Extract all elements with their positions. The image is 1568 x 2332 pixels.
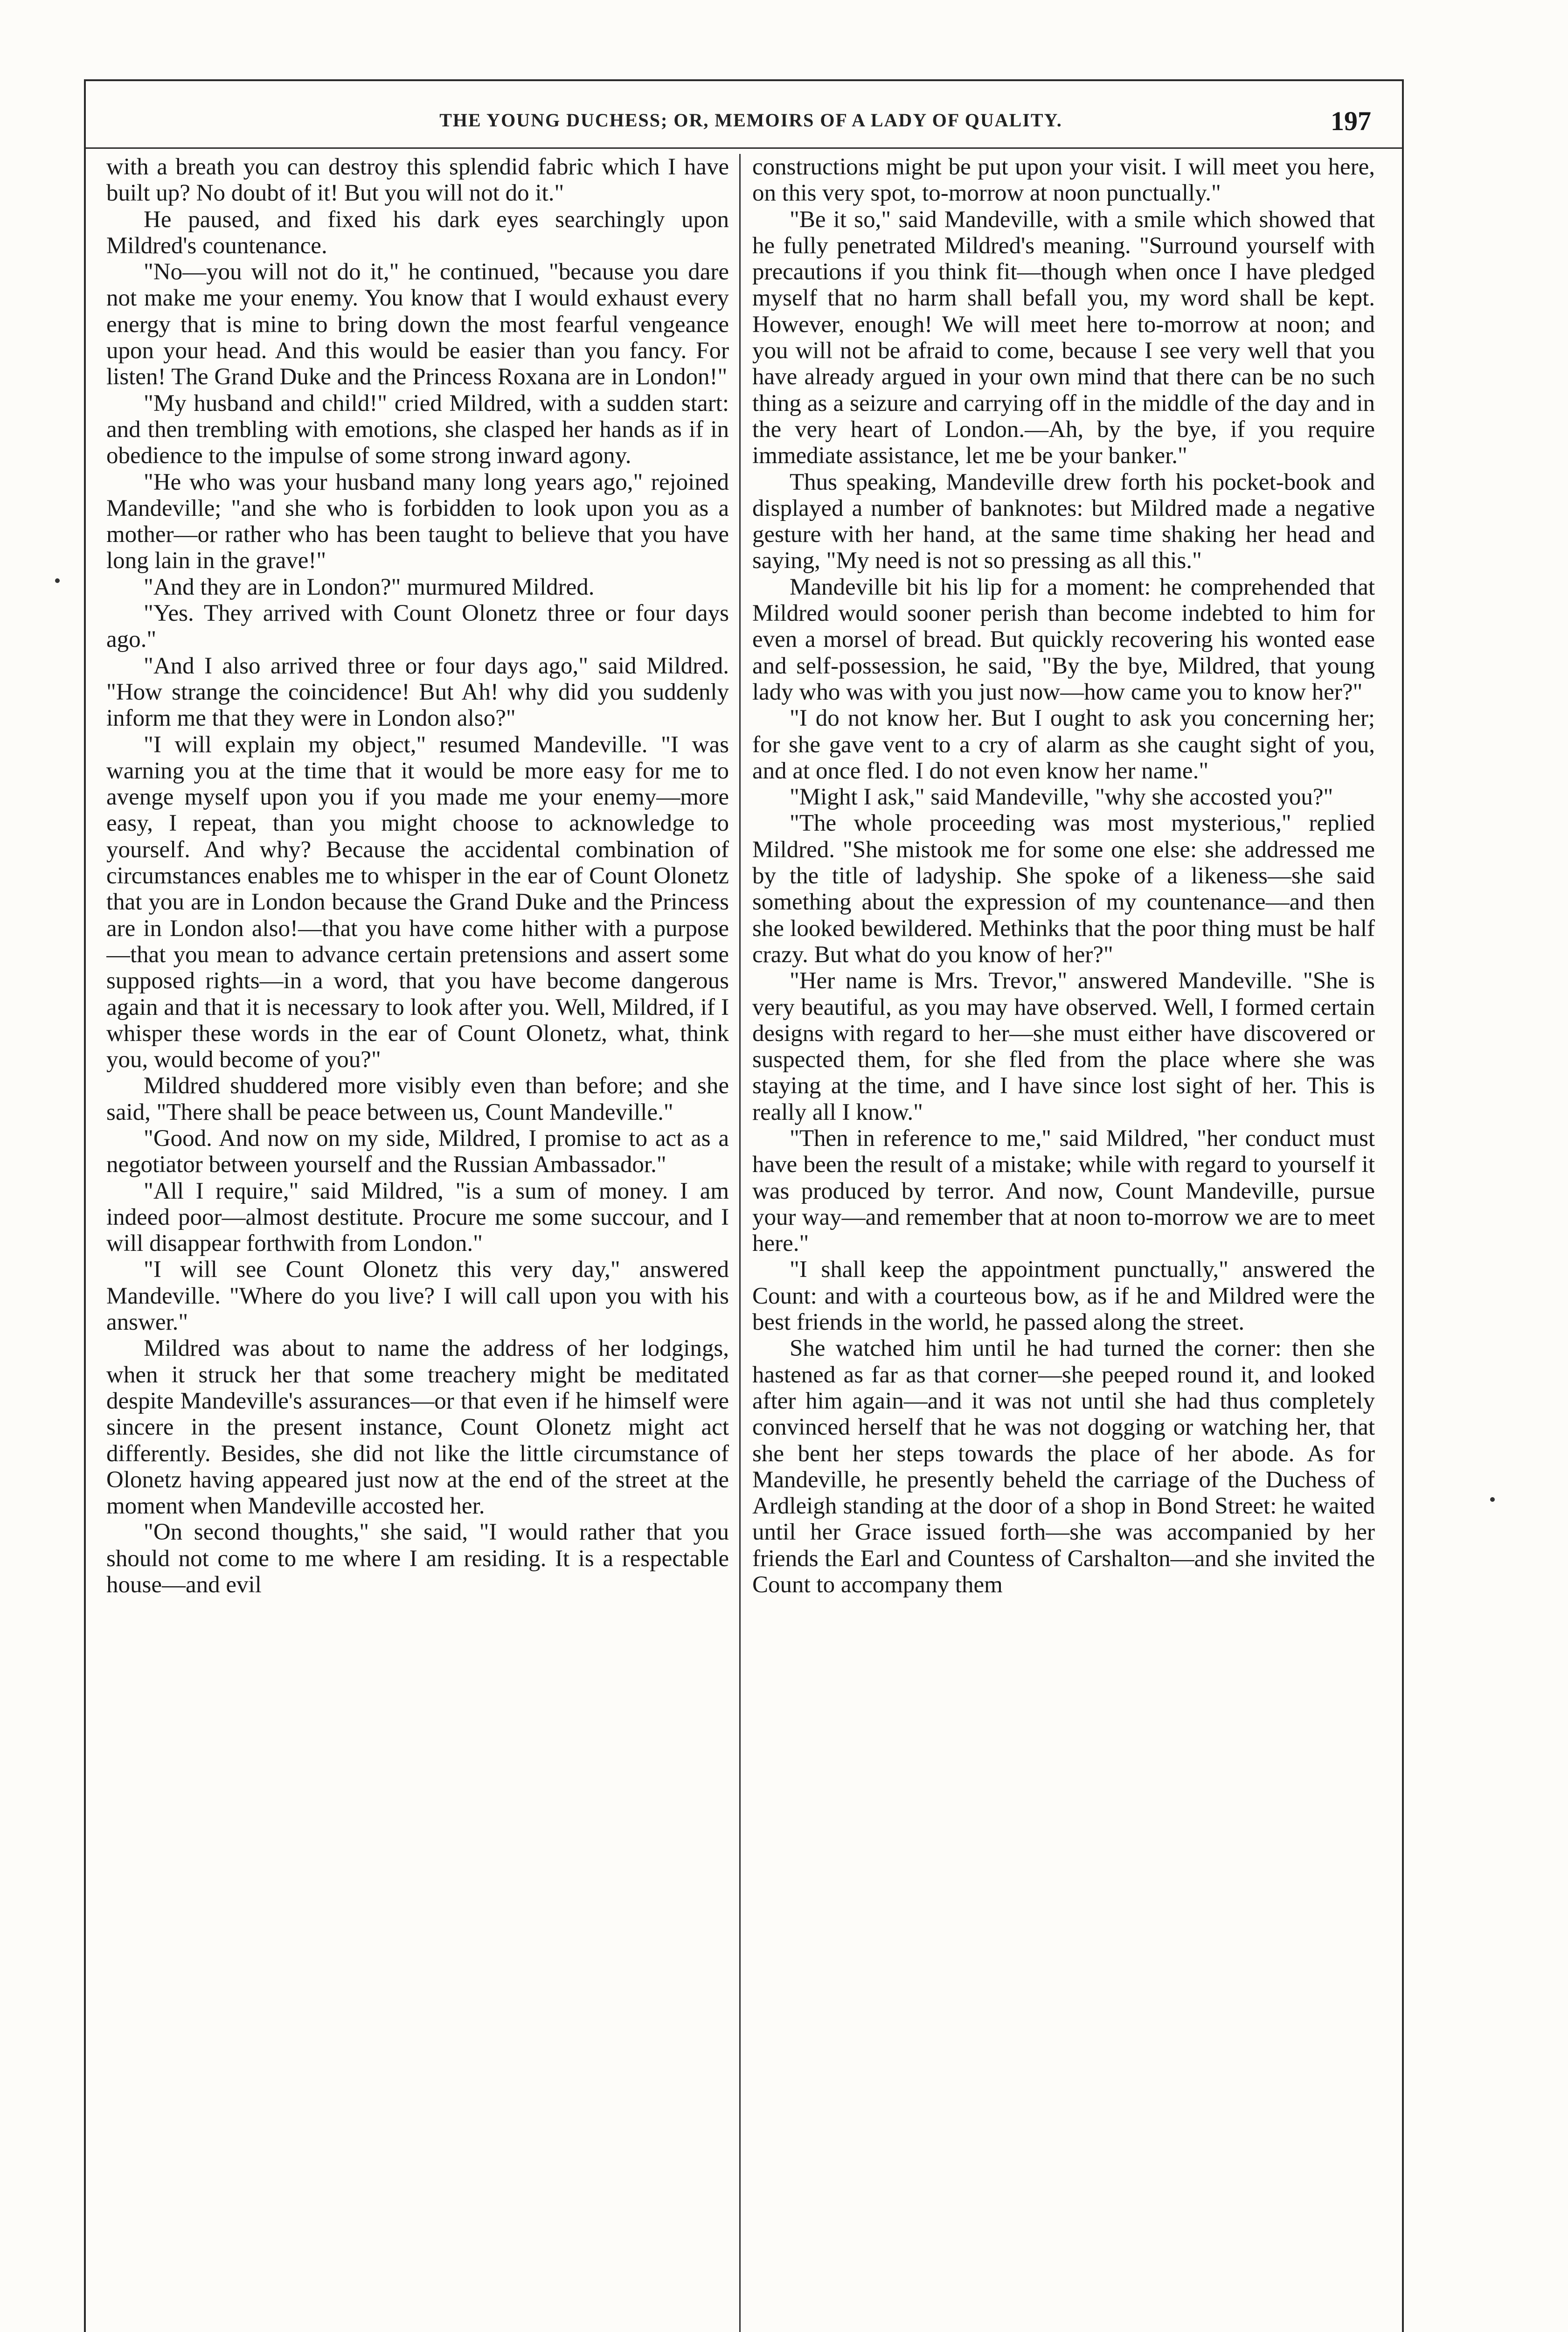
paragraph: "Yes. They arrived with Count Olonetz three or four days ago." xyxy=(106,600,729,653)
paragraph: "And they are in London?" murmured Mildred. xyxy=(144,574,595,600)
top-border xyxy=(84,79,1404,81)
running-title: THE YOUNG DUCHESS; OR, MEMOIRS OF A LADY OF QUALITY. xyxy=(439,109,1062,131)
right-border xyxy=(1402,79,1404,2332)
paragraph: "He who was your husband many long years ago," rejoined Mandeville; "and she who is forbidden to look upon you as a mother—or rather who has been taught to believe that you have long lain in the grave!" xyxy=(106,469,729,574)
ink-speck xyxy=(1490,1497,1495,1502)
page-header xyxy=(103,104,1399,136)
paragraph: Mandeville bit his lip for a moment: he comprehended that Mildred would sooner perish than become indebted to him for even a morsel of bread. But quickly recovering his wonted ease and self-possession, he said, "By the bye, Mildred, that young lady who was with you just now—how came you to know her?" xyxy=(752,574,1375,705)
paragraph: "I will see Count Olonetz this very day," answered Mandeville. "Where do you live? I will call upon you with his answer." xyxy=(106,1256,729,1336)
paragraph: She watched him until he had turned the corner: then she hastened as far as that corner—she peeped round it, and looked after him again—and it was not until she had thus completely convinced herself that he was not dogging or watching her, that she bent her steps towards the place of her abode. As for Mandeville, he presently beheld the carriage of the Duchess of Ardleigh standing at the door of a shop in Bond Street: he waited until her Grace issued forth—she was accompanied by her friends the Earl and Countess of Carshalton—and she invited the Count to accompany them xyxy=(752,1335,1375,1598)
paragraph: "I shall keep the appointment punctually," answered the Count: and with a courteous bow, as if he and Mildred were the best friends in the world, he passed along the street. xyxy=(752,1256,1375,1336)
paragraph: "Might I ask," said Mandeville, "why she accosted you?" xyxy=(790,784,1333,811)
paragraph: He paused, and fixed his dark eyes searchingly upon Mildred's countenance. xyxy=(106,206,729,259)
paragraph: "No—you will not do it," he continued, "because you dare not make me your enemy. You know that I would exhaust every energy that is mine to bring down the most fearful vengeance upon your head. And this would be easier than you fancy. For listen! The Grand Duke and the Princess Roxana are in London!" xyxy=(106,259,729,390)
paragraph: "Good. And now on my side, Mildred, I promise to act as a negotiator between yourself and the Russian Ambassador." xyxy=(106,1125,729,1178)
header-rule xyxy=(84,147,1404,149)
paragraph: "The whole proceeding was most mysterious," replied Mildred. "She mistook me for some one else: she addressed me by the title of ladyship. She spoke of a likeness—she said something about the expression of my countenance—and then she looked bewildered. Methinks that the poor thing must be half crazy. But what do you know of her?" xyxy=(752,810,1375,968)
paragraph: "All I require," said Mildred, "is a sum of money. I am indeed poor—almost destitute. Procure me some succour, and I will disappear forthwith from London." xyxy=(106,1178,729,1257)
paragraph: "I do not know her. But I ought to ask you concerning her; for she gave vent to a cry of alarm as she caught sight of you, and at once fled. I do not even know her name." xyxy=(752,705,1375,784)
left-border xyxy=(84,79,86,2332)
paragraph: "And I also arrived three or four days ago," said Mildred. "How strange the coincidence! But Ah! why did you suddenly inform me that they were in London also?" xyxy=(106,652,729,732)
paragraph: "Be it so," said Mandeville, with a smile which showed that he fully penetrated Mildred's meaning. "Surround yourself with precautions if you think fit—though when once I have pledged myself that no harm shall befall you, my word shall be kept. However, enough! We will meet here to-morrow at noon; and you will not be afraid to come, because I see very well that you have already argued in your own mind that there can be no such thing as a seizure and carrying off in the middle of the day and in the very heart of London.—Ah, by the bye, if you require immediate assistance, let me be your banker." xyxy=(752,206,1375,469)
paragraph: with a breath you can destroy this splendid fabric which I have built up? No doubt of it! But you will not do it." xyxy=(106,154,729,207)
paragraph: "Her name is Mrs. Trevor," answered Mandeville. "She is very beautiful, as you may have observed. Well, I formed certain designs with regard to her—she must either have discovered or suspected them, for she fled from the place where she was staying at the time, and I have since lost sight of her. This is really all I know." xyxy=(752,968,1375,1125)
page-number: 197 xyxy=(1331,106,1371,136)
paragraph: constructions might be put upon your visit. I will meet you here, on this very spot, to-morrow at noon punctually." xyxy=(752,154,1375,207)
paragraph: Thus speaking, Mandeville drew forth his pocket-book and displayed a number of banknotes: but Mildred made a negative gesture with her hand, at the same time shaking her head and saying, "My need is not so pressing as all this." xyxy=(752,469,1375,574)
paragraph: "On second thoughts," she said, "I would rather that you should not come to me where I am residing. It is a respectable house—and evil xyxy=(106,1519,729,1598)
ink-speck xyxy=(55,578,60,583)
paragraph: Mildred was about to name the address of her lodgings, when it struck her that some treachery might be meditated despite Mandeville's assurances—or that even if he himself were sincere in the present instance, Count Olonetz might act differently. Besides, she did not like the little circumstance of Olonetz having appeared just now at the end of the street at the moment when Mandeville accosted her. xyxy=(106,1335,729,1520)
right-column xyxy=(752,154,1375,2332)
paragraph: "Then in reference to me," said Mildred, "her conduct must have been the result of a mistake; while with regard to yourself it was produced by terror. And now, Count Mandeville, pursue your way—and remember that at noon to-morrow we are to meet here." xyxy=(752,1125,1375,1257)
column-divider xyxy=(739,154,741,2332)
left-column xyxy=(106,154,729,2332)
paragraph: Mildred shuddered more visibly even than before; and she said, "There shall be peace between us, Count Mandeville." xyxy=(106,1073,729,1125)
paragraph: "I will explain my object," resumed Mandeville. "I was warning you at the time that it would be more easy for me to avenge myself upon you if you made me your enemy—more easy, I repeat, than you might choose to acknowledge to yourself. And why? Because the accidental combination of circumstances enables me to whisper in the ear of Count Olonetz that you are in London because the Grand Duke and the Princess are in London also!—that you have come hither with a purpose—that you mean to advance certain pretensions and assert some supposed rights—in a word, that you have become dangerous again and that it is necessary to look after you. Well, Mildred, if I whisper these words in the ear of Count Olonetz, what, think you, would become of you?" xyxy=(106,731,729,1073)
paragraph: "My husband and child!" cried Mildred, with a sudden start: and then trembling with emotions, she clasped her hands as if in obedience to the impulse of some strong inward agony. xyxy=(106,390,729,469)
